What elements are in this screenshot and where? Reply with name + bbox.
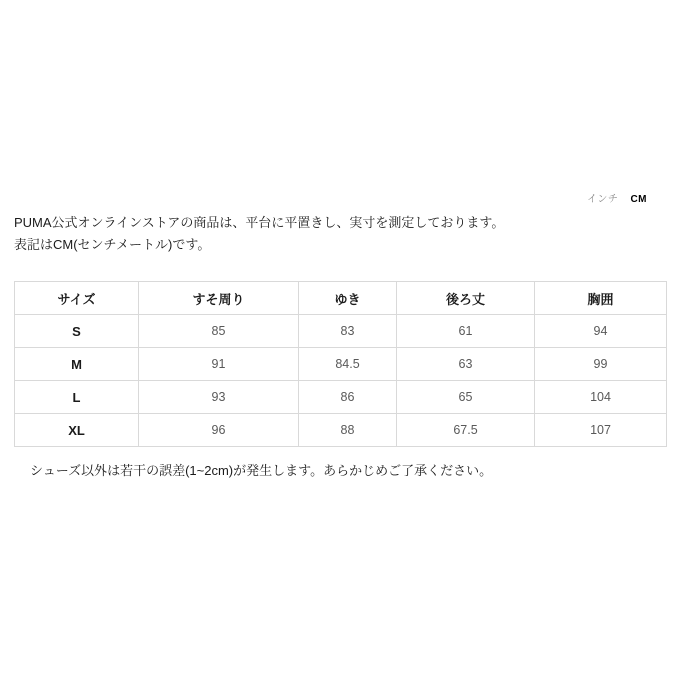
size-label: M <box>15 348 139 381</box>
table-cell: 86 <box>299 381 397 414</box>
table-cell: 63 <box>397 348 535 381</box>
table-cell: 85 <box>139 315 299 348</box>
size-label: S <box>15 315 139 348</box>
size-table-header-row <box>15 282 667 315</box>
table-cell: 104 <box>535 381 667 414</box>
table-cell: 67.5 <box>397 414 535 447</box>
unit-tab-cm[interactable]: CM <box>630 194 647 205</box>
column-header-yuki: ゆき <box>299 282 397 315</box>
table-cell: 93 <box>139 381 299 414</box>
table-cell: 96 <box>139 414 299 447</box>
table-row <box>15 348 667 381</box>
size-label: L <box>15 381 139 414</box>
table-cell: 94 <box>535 315 667 348</box>
table-cell: 83 <box>299 315 397 348</box>
tolerance-footnote: シューズ以外は若干の誤差(1~2cm)が発生します。あらかじめご了承ください。 <box>30 463 493 478</box>
size-label: XL <box>15 414 139 447</box>
intro-line-1: PUMA公式オンラインストアの商品は、平台に平置きし、実寸を測定しております。 <box>14 215 505 230</box>
table-row <box>15 414 667 447</box>
unit-toggle <box>587 194 647 206</box>
table-cell: 99 <box>535 348 667 381</box>
table-row <box>15 381 667 414</box>
column-header-back: 後ろ丈 <box>397 282 535 315</box>
intro-line-2: 表記はCM(センチメートル)です。 <box>14 237 211 252</box>
column-header-hem: すそ周り <box>139 282 299 315</box>
column-header-size: サイズ <box>15 282 139 315</box>
table-cell: 65 <box>397 381 535 414</box>
table-row <box>15 315 667 348</box>
table-cell: 84.5 <box>299 348 397 381</box>
table-cell: 107 <box>535 414 667 447</box>
table-cell: 88 <box>299 414 397 447</box>
column-header-chest: 胸囲 <box>535 282 667 315</box>
size-table <box>14 281 667 447</box>
measurement-intro <box>14 212 666 256</box>
unit-tab-inch[interactable]: インチ <box>586 194 619 205</box>
table-cell: 61 <box>397 315 535 348</box>
size-chart-section <box>14 212 666 478</box>
table-cell: 91 <box>139 348 299 381</box>
